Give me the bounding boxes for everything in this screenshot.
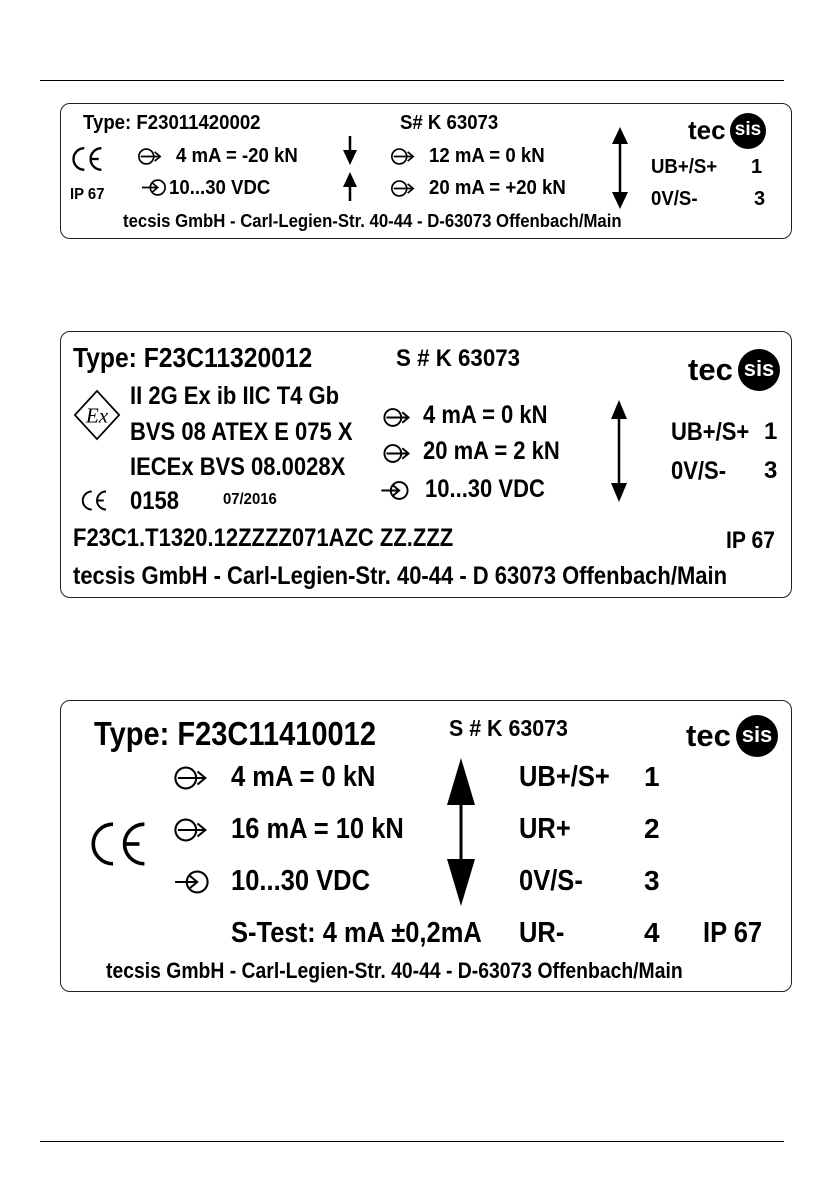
signal-line-1: 4 mA = -20 kN — [176, 145, 298, 167]
logo-sis: sis — [736, 715, 778, 757]
manufacturer-address: tecsis GmbH - Carl-Legien-Str. 40-44 - D 63073 Offenbach/Main — [73, 562, 728, 590]
ce-mark-icon — [79, 488, 109, 513]
pin-1-number: 1 — [764, 418, 778, 445]
serial-number: S# K 63073 — [400, 112, 499, 134]
pin-1-name: UB+/S+ — [651, 156, 718, 178]
nameplate-label-2 — [60, 331, 792, 598]
output-signal-icon — [390, 179, 416, 198]
logo-sis: sis — [738, 349, 780, 391]
type-text: Type: F23C11410012 — [94, 715, 376, 752]
output-signal-icon — [171, 765, 211, 791]
pin-2-number: 2 — [644, 813, 660, 844]
pin-3-number: 3 — [644, 865, 660, 896]
double-arrow-icon — [446, 757, 476, 907]
pin-1-name: UB+/S+ — [671, 418, 750, 446]
pin-1-number: 1 — [644, 761, 660, 792]
bottom-rule — [40, 1141, 784, 1142]
order-code: F23C1.T1320.12ZZZZ071AZC ZZ.ZZZ — [73, 524, 454, 552]
pin-2-name: 0V/S- — [651, 188, 698, 210]
double-arrow-icon — [610, 126, 630, 210]
top-rule — [40, 80, 784, 81]
ex-line-1: II 2G Ex ib IIC T4 Gb — [130, 382, 340, 410]
signal-line-2: 20 mA = 2 kN — [423, 437, 560, 465]
tecsis-logo — [688, 347, 788, 393]
pin-2-name: UR+ — [519, 813, 571, 845]
output-signal-icon — [382, 407, 412, 428]
pin-4-name: UR- — [519, 917, 565, 949]
ex-hexagon-icon — [71, 389, 123, 441]
pin-2-number: 3 — [764, 457, 778, 484]
ce-mark-icon — [85, 819, 151, 869]
supply-input-icon — [380, 480, 410, 501]
logo-tec: tec — [686, 718, 731, 753]
ce-mark-icon — [69, 144, 105, 174]
signal-line-1: 4 mA = 0 kN — [423, 401, 548, 429]
supply-input-icon — [141, 178, 167, 197]
type-text: Type: F23C11320012 — [73, 342, 313, 373]
ex-mark-text: Ex — [85, 403, 109, 428]
production-date: 07/2016 — [223, 491, 277, 508]
nameplate-label-3 — [60, 700, 792, 992]
output-signal-icon — [382, 443, 412, 464]
logo-tec: tec — [688, 352, 733, 387]
logo-sis: sis — [730, 113, 766, 149]
signal-line-2: 16 mA = 10 kN — [231, 813, 404, 845]
supply-input-icon — [172, 869, 212, 895]
output-signal-icon — [137, 147, 163, 166]
ip-rating: IP 67 — [703, 917, 763, 949]
ip-rating: IP 67 — [70, 186, 105, 203]
pin-3-name: 0V/S- — [519, 865, 583, 897]
output-signal-icon — [390, 147, 416, 166]
signal-line-3: 10...30 VDC — [231, 865, 371, 897]
tecsis-logo — [686, 713, 786, 759]
double-arrow-icon — [609, 399, 629, 503]
pin-2-number: 3 — [754, 188, 766, 210]
ex-line-2: BVS 08 ATEX E 075 X — [130, 418, 353, 446]
signal-line-1: 4 mA = 0 kN — [231, 761, 376, 793]
pin-4-number: 4 — [644, 917, 660, 948]
tecsis-logo — [688, 110, 768, 150]
manufacturer-address: tecsis GmbH - Carl-Legien-Str. 40-44 - D-63073 Offenbach/Main — [123, 211, 622, 231]
arrow-down-icon — [340, 136, 360, 166]
arrow-up-icon — [340, 170, 360, 202]
self-test-text: S-Test: 4 mA ±0,2mA — [231, 917, 482, 949]
output-signal-icon — [171, 817, 211, 843]
manufacturer-address: tecsis GmbH - Carl-Legien-Str. 40-44 - D-63073 Offenbach/Main — [106, 958, 683, 983]
pin-1-name: UB+/S+ — [519, 761, 610, 793]
pin-1-number: 1 — [751, 156, 763, 178]
nameplate-label-1 — [60, 103, 792, 239]
ce-notified-body: 0158 — [130, 487, 179, 515]
signal-line-2: 10...30 VDC — [169, 177, 271, 199]
pin-2-name: 0V/S- — [671, 457, 727, 485]
ex-line-3: IECEx BVS 08.0028X — [130, 453, 346, 481]
serial-number: S # K 63073 — [449, 715, 568, 741]
signal-line-4: 20 mA = +20 kN — [429, 177, 566, 199]
signal-line-3: 10...30 VDC — [425, 475, 545, 503]
type-text: Type: F23011420002 — [83, 112, 261, 134]
ip-rating: IP 67 — [726, 527, 775, 554]
logo-tec: tec — [688, 115, 726, 145]
serial-number: S # K 63073 — [396, 345, 521, 372]
signal-line-3: 12 mA = 0 kN — [429, 145, 545, 167]
